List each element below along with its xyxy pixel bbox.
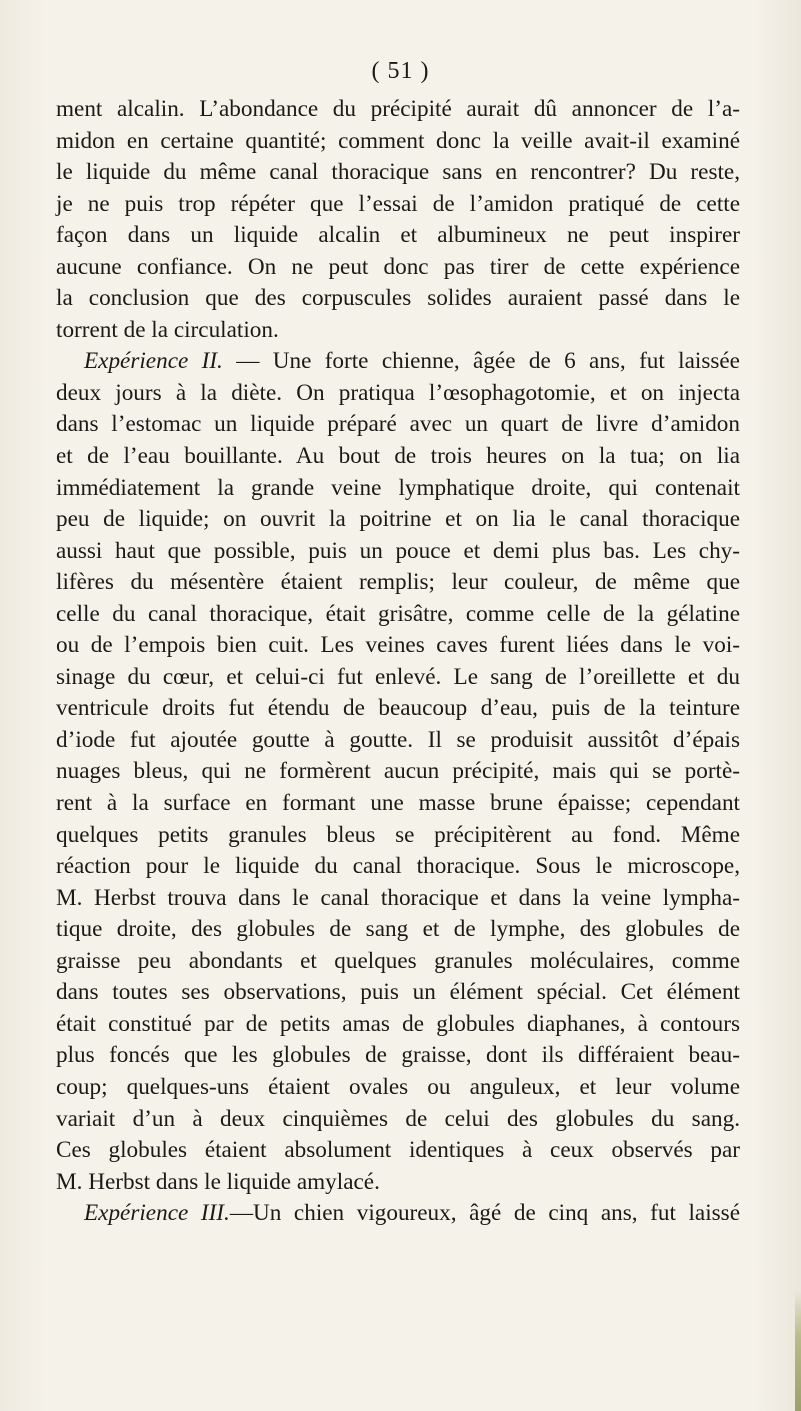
text-line: et de l’eau bouillante. Au bout de trois heures on la tua; on lia (56, 443, 740, 470)
text-line: était constitué par de petits amas de globules diaphanes, à contours (56, 1010, 740, 1037)
text-line: deux jours à la diète. On pratiqua l’œsophagotomie, et on injecta (56, 379, 740, 406)
text-line: aucune confiance. On ne peut donc pas tirer de cette expérience (56, 253, 740, 280)
text-line: midon en certaine quantité; comment donc la veille avait-il examiné (56, 127, 740, 154)
page-edge-stain (795, 1290, 801, 1411)
text-line: quelques petits granules bleus se précipitèrent au fond. Même (56, 821, 740, 848)
text-line: ment alcalin. L’abondance du précipité aurait dû annoncer de l’a- (56, 96, 740, 122)
text-line: nuages bleus, qui ne formèrent aucun précipité, mais qui se portè- (56, 758, 740, 785)
paragraph-first-line (56, 1198, 740, 1230)
text-line: Ces globules étaient absolument identiques à ceux observés par (56, 1137, 740, 1164)
text-line: plus foncés que les globules de graisse, dont ils différaient beau- (56, 1042, 740, 1069)
text-line: réaction pour le liquide du canal thoracique. Sous le microscope, (56, 853, 740, 880)
text-line: dans l’estomac un liquide préparé avec un quart de livre d’amidon (56, 411, 740, 438)
body-text (56, 94, 740, 1230)
text-line: dans toutes ses observations, puis un élément spécial. Cet élément (56, 979, 740, 1006)
text-line: graisse peu abondants et quelques granules moléculaires, comme (56, 947, 740, 974)
text-line: immédiatement la grande veine lymphatique droite, qui contenait (56, 474, 740, 501)
experience-heading: Expérience II. (84, 348, 223, 375)
text-line: lifères du mésentère étaient remplis; leur couleur, de même que (56, 569, 740, 596)
text-line: aussi haut que possible, puis un pouce et demi plus bas. Les chy- (56, 537, 740, 564)
text-line: d’iode fut ajoutée goutte à goutte. Il se produisit aussitôt d’épais (56, 726, 740, 753)
text-run: — Une forte chienne, âgée de 6 ans, fut laissée (236, 348, 740, 375)
text-line: M. Herbst dans le liquide amylacé. (56, 1168, 380, 1195)
text-line: la conclusion que des corpuscules solides auraient passé dans le (56, 285, 740, 312)
text-line: sinage du cœur, et celui-ci fut enlevé. Le sang de l’oreillette et du (56, 663, 740, 690)
text-line: ventricule droits fut étendu de beaucoup d’eau, puis de la teinture (56, 695, 740, 722)
text-run: —Un chien vigoureux, âgé de cinq ans, fut laissé (229, 1200, 740, 1227)
experience-heading: Expérience III. (84, 1200, 230, 1227)
page-number: ( 51 ) (371, 58, 430, 84)
paragraph-first-line (56, 346, 740, 378)
text-line: peu de liquide; on ouvrit la poitrine et on lia le canal thoracique (56, 506, 740, 533)
text-line: M. Herbst trouva dans le canal thoracique et dans la veine lympha- (56, 884, 740, 911)
text-line: ou de l’empois bien cuit. Les veines caves furent liées dans le voi- (56, 632, 740, 659)
text-line: façon dans un liquide alcalin et albumineux ne peut inspirer (56, 222, 740, 249)
text-line: torrent de la circulation. (56, 316, 279, 343)
text-line: rent à la surface en formant une masse brune épaisse; cependant (56, 790, 740, 817)
text-line: coup; quelques-uns étaient ovales ou anguleux, et leur volume (56, 1073, 740, 1100)
text-line: je ne puis trop répéter que l’essai de l’amidon pratiqué de cette (56, 190, 740, 217)
text-line: variait d’un à deux cinquièmes de celui des globules du sang. (56, 1105, 740, 1132)
text-line: celle du canal thoracique, était grisâtre, comme celle de la gélatine (56, 600, 740, 627)
text-line: tique droite, des globules de sang et de lymphe, des globules de (56, 916, 740, 943)
text-line: le liquide du même canal thoracique sans en rencontrer? Du reste, (56, 159, 740, 186)
